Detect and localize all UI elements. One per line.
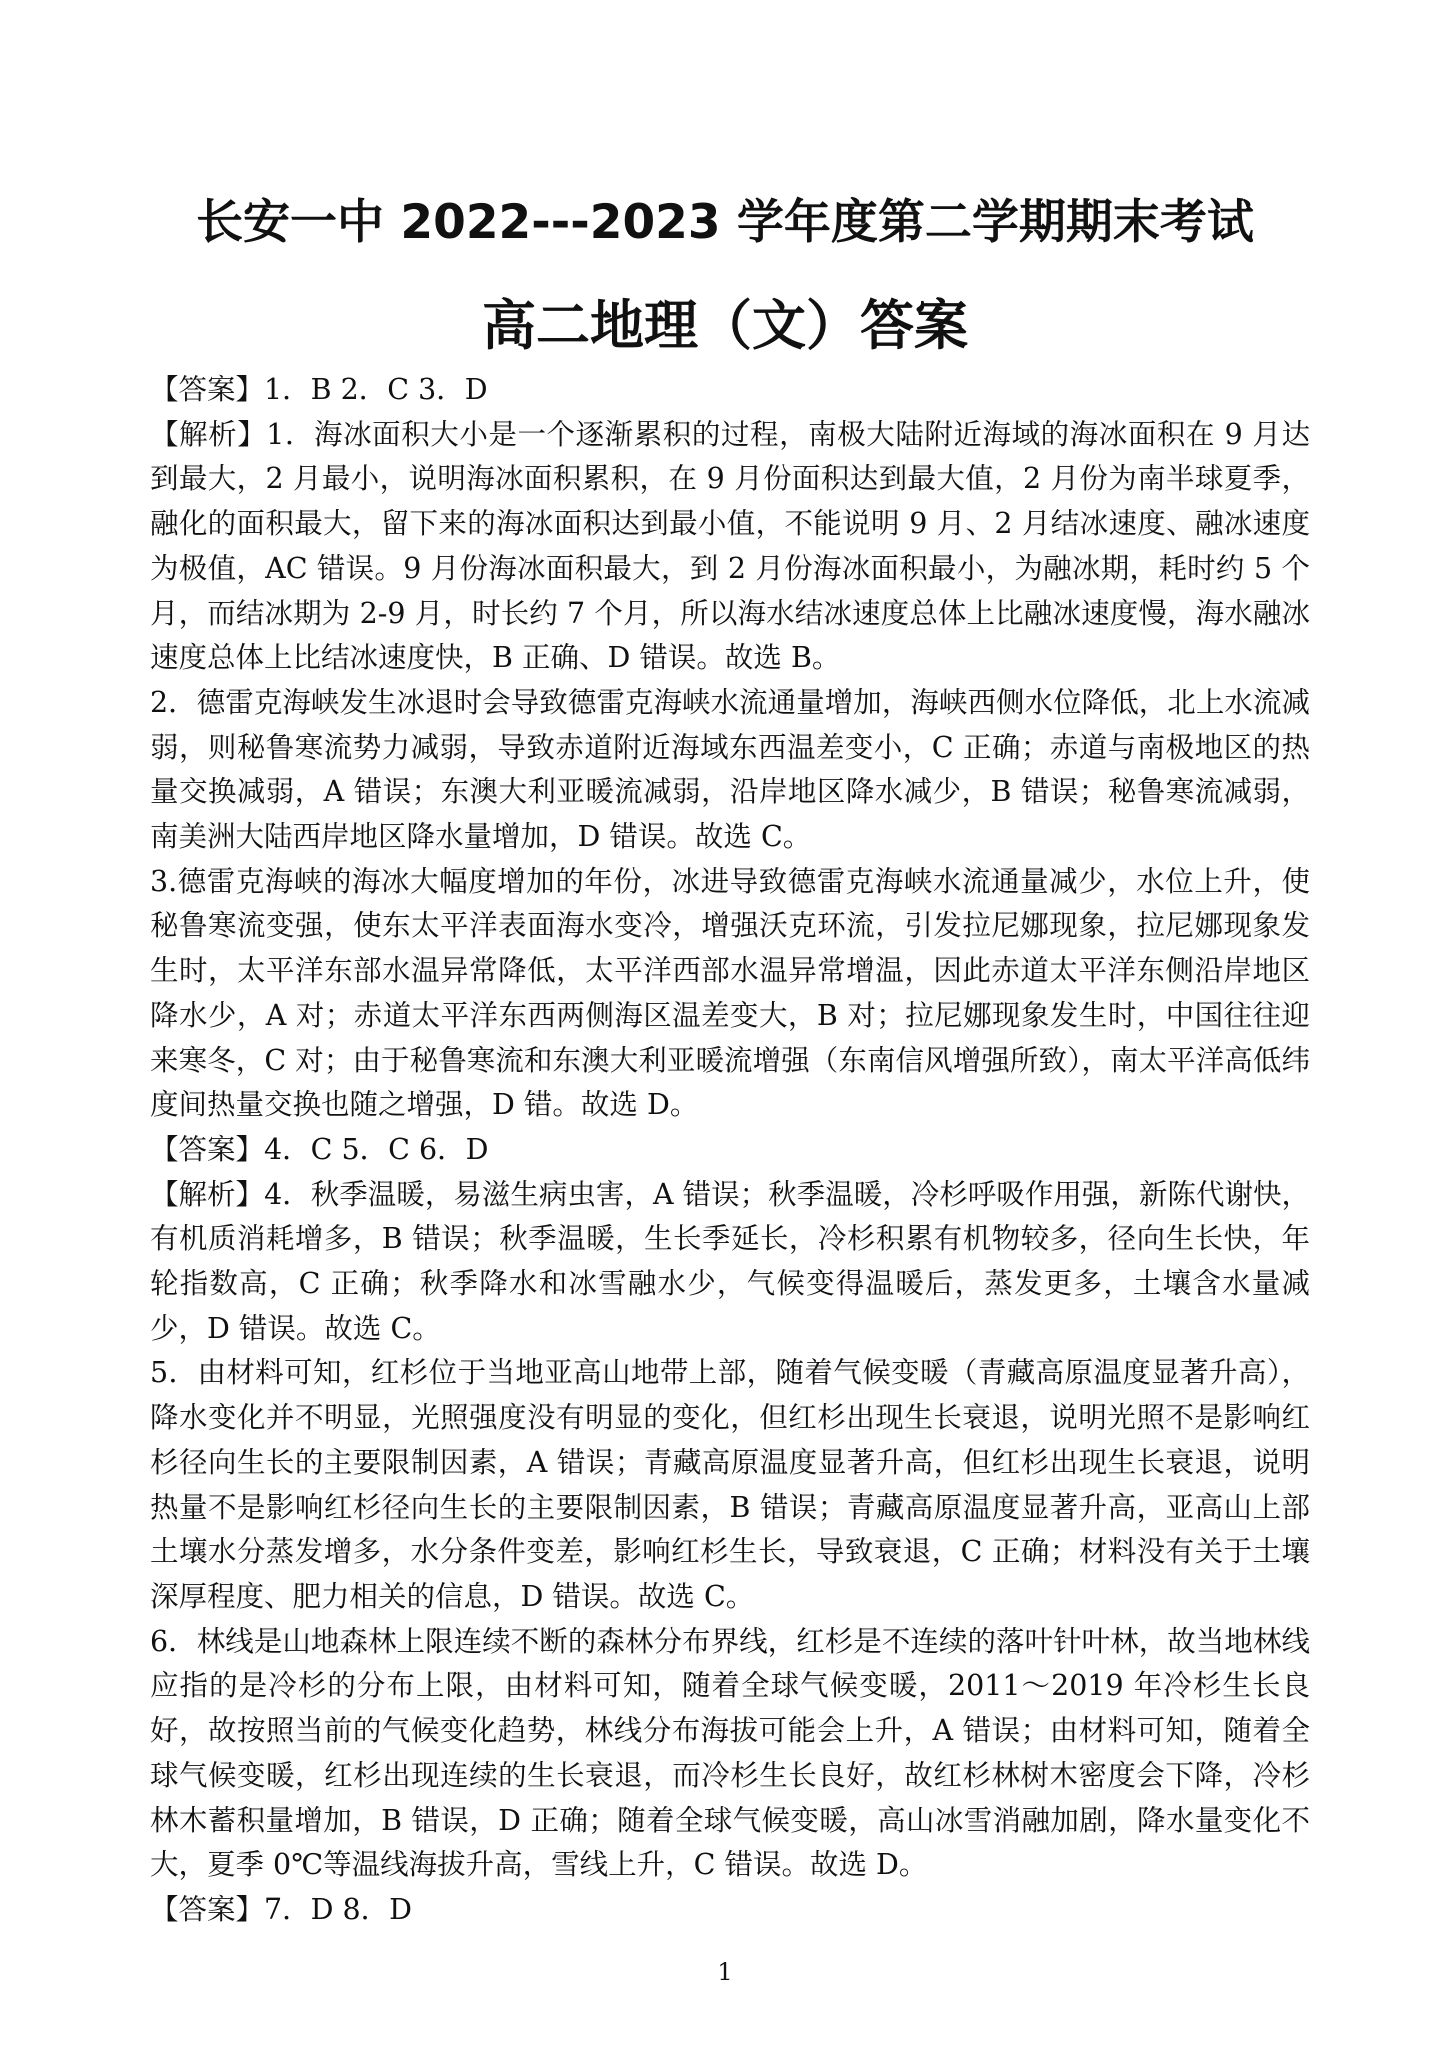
answer-line-4-6: 【答案】4．C 5．C 6．D [150,1132,489,1166]
exam-subtitle: 高二地理（文）答案 [482,294,968,357]
analysis-q4: 【解析】4．秋季温暖，易滋生病虫害，A 错误；秋季温暖，冷杉呼吸作用强，新陈代谢快，有机质消耗增多，B 错误；秋季温暖，生长季延长，冷杉积累有机物较多，径向生长快，年轮指数高，C 正确；秋季降水和冰雪融水少，气候变得温暖后，蒸发更多，土壤含水量减少，D 错误。故选 C。 [150,1177,1310,1345]
analysis-q3: 3.德雷克海峡的海冰大幅度增加的年份，冰进导致德雷克海峡水流通量减少，水位上升，使秘鲁寒流变强，使东太平洋表面海水变冷，增强沃克环流，引发拉尼娜现象，拉尼娜现象发生时，太平洋东部水温异常降低，太平洋西部水温异常增温，因此赤道太平洋东侧沿岸地区降水少，A 对；赤道太平洋东西两侧海区温差变大，B 对；拉尼娜现象发生时，中国往往迎来寒冬，C 对；由于秘鲁寒流和东澳大利亚暖流增强（东南信风增强所致），南太平洋高低纬度间热量交换也随之增强，D 错。故选 D。 [150,864,1310,1122]
answer-line-7-8: 【答案】7．D 8．D [150,1892,413,1926]
analysis-q6: 6．林线是山地森林上限连续不断的森林分布界线，红杉是不连续的落叶针叶林，故当地林线应指的是冷杉的分布上限，由材料可知，随着全球气候变暖，2011～2019 年冷杉生长良好，故按照当前的气候变化趋势，林线分布海拔可能会上升，A 错误；由材料可知，随着全球气候变暖，红杉出现连续的生长衰退，而冷杉生长良好，故红杉林树木密度会下降，冷杉林木蓄积量增加，B 错误，D 正确；随着全球气候变暖，高山冰雪消融加剧，降水量变化不大，夏季 0℃等温线海拔升高，雪线上升，C 错误。故选 D。 [150,1624,1310,1882]
answer-body [150,368,1310,1933]
analysis-q5: 5．由材料可知，红杉位于当地亚高山地带上部，随着气候变暖（青藏高原温度显著升高），降水变化并不明显，光照强度没有明显的变化，但红杉出现生长衰退，说明光照不是影响红杉径向生长的主要限制因素，A 错误；青藏高原温度显著升高，但红杉出现生长衰退，说明热量不是影响红杉径向生长的主要限制因素，B 错误；青藏高原温度显著升高，亚高山上部土壤水分蒸发增多，水分条件变差，影响红杉生长，导致衰退，C 正确；材料没有关于土壤深厚程度、肥力相关的信息，D 错误。故选 C。 [150,1356,1310,1613]
exam-title: 长安一中 2022---2023 学年度第二学期期末考试 [196,195,1254,250]
analysis-q2: 2．德雷克海峡发生冰退时会导致德雷克海峡水流通量增加，海峡西侧水位降低，北上水流减弱，则秘鲁寒流势力减弱，导致赤道附近海域东西温差变小，C 正确；赤道与南极地区的热量交换减弱，A 错误；东澳大利亚暖流减弱，沿岸地区降水减少，B 错误；秘鲁寒流减弱，南美洲大陆西岸地区降水量增加，D 错误。故选 C。 [150,685,1310,854]
answer-line-1-3: 【答案】1．B 2．C 3．D [150,373,488,406]
page-number: 1 [717,1958,733,1986]
analysis-q1: 【解析】1．海冰面积大小是一个逐渐累积的过程，南极大陆附近海域的海冰面积在 9 月达到最大，2 月最小，说明海冰面积累积，在 9 月份面积达到最大值，2 月份为南半球夏季，融化的面积最大，留下来的海冰面积达到最小值，不能说明 9 月、2 月结冰速度、融冰速度为极值，AC 错误。9 月份海冰面积最大，到 2 月份海冰面积最小，为融冰期，耗时约 5 个月，而结冰期为 2-9 月，时长约 7 个月，所以海水结冰速度总体上比融冰速度慢，海水融冰速度总体上比结冰速度快，B 正确、D 错误。故选 B。 [150,417,1310,675]
